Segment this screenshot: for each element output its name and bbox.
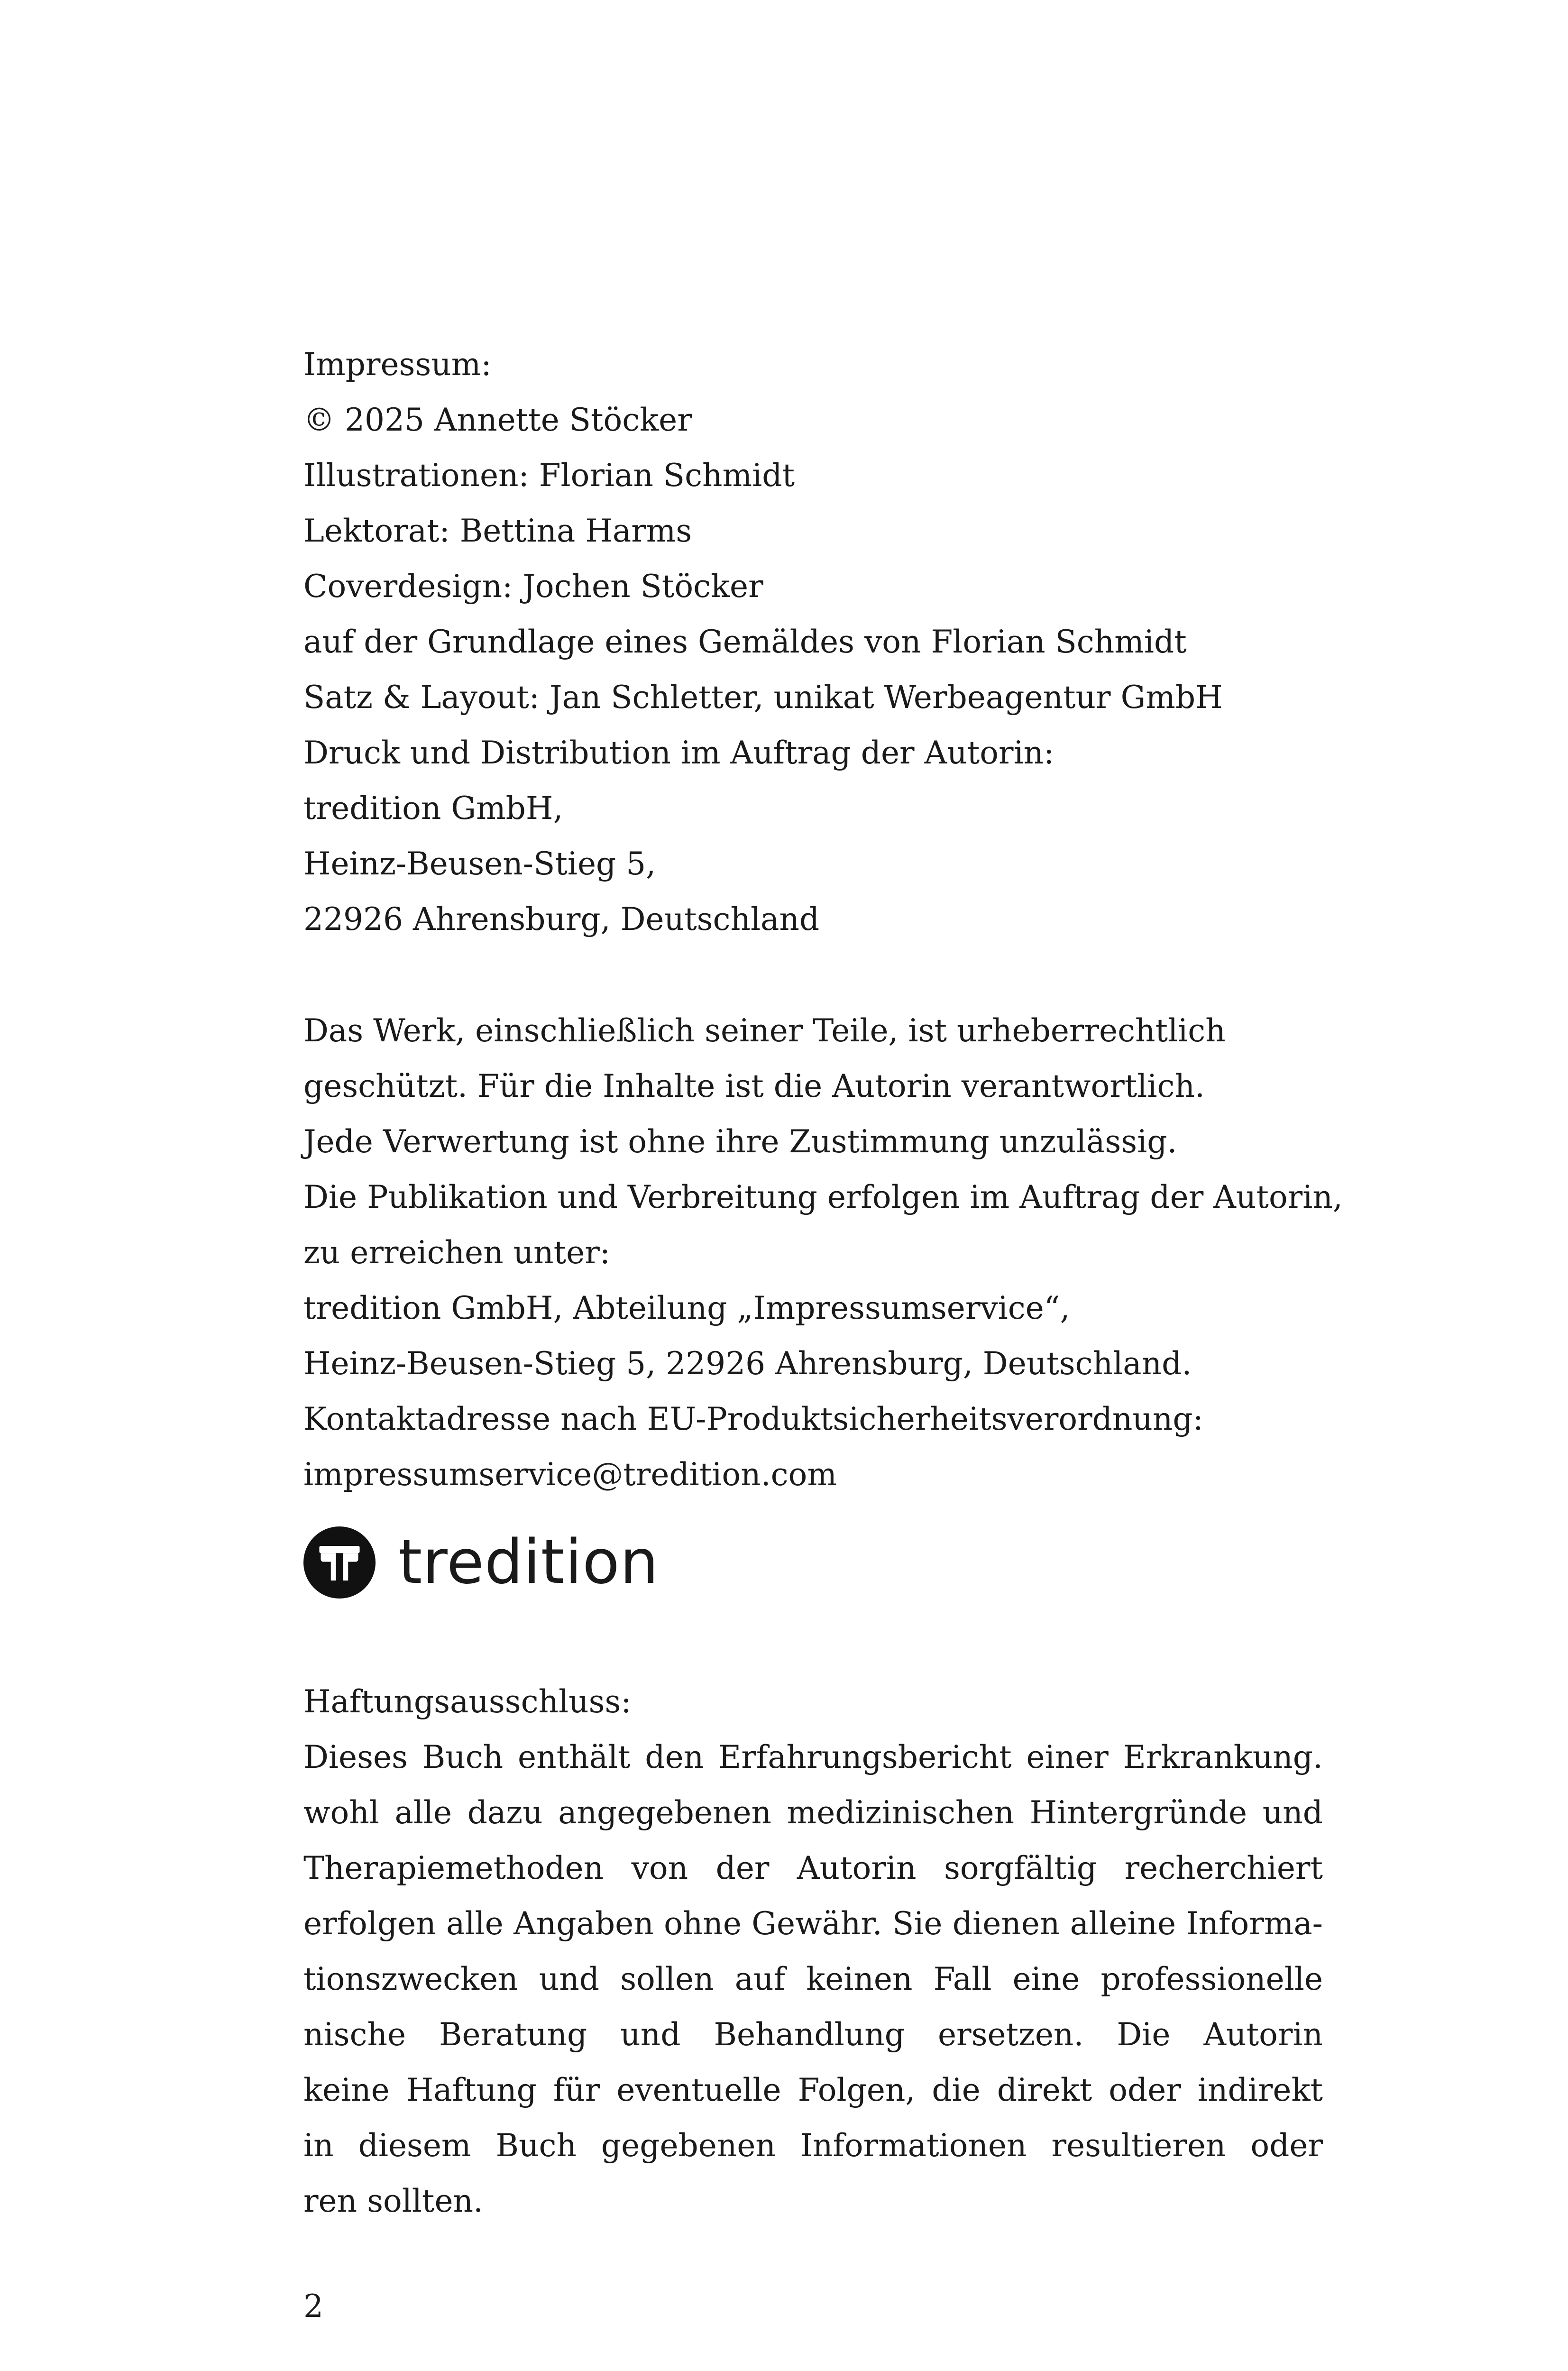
- disclaimer-line: in diesem Buch gegebenen Informationen resultieren oder: [303, 2127, 1323, 2164]
- imprint-line: © 2025 Annette Stöcker: [303, 402, 692, 438]
- copyright-line: Jede Verwertung ist ohne ihre Zustimmung unzulässig.: [303, 1123, 1177, 1160]
- copyright-line: Das Werk, einschließlich seiner Teile, ist urheberrechtlich: [303, 1012, 1226, 1049]
- disclaimer-line: tionszwecken und sollen auf keinen Fall eine professionelle: [303, 1961, 1323, 1997]
- copyright-line: geschützt. Für die Inhalte ist die Autorin verantwortlich.: [303, 1068, 1205, 1104]
- imprint-line: auf der Grundlage eines Gemäldes von Florian Schmidt: [303, 624, 1187, 660]
- copyright-line: Heinz-Beusen-Stieg 5, 22926 Ahrensburg, Deutschland.: [303, 1345, 1192, 1382]
- imprint-line: 22926 Ahrensburg, Deutschland: [303, 901, 820, 937]
- imprint-line: Heinz-Beusen-Stieg 5,: [303, 845, 656, 882]
- disclaimer-heading: Haftungsausschluss:: [303, 1683, 632, 1720]
- disclaimer-line: Dieses Buch enthält den Erfahrungsbericht einer Erkrankung.: [303, 1739, 1323, 1775]
- tredition-logo-text: tredition: [398, 1527, 659, 1598]
- copyright-line: Kontaktadresse nach EU-Produktsicherheitsverordnung:: [303, 1401, 1203, 1437]
- tredition-logo-icon: [303, 1526, 376, 1599]
- imprint-line: Lektorat: Bettina Harms: [303, 513, 692, 549]
- imprint-heading: Impressum:: [303, 346, 492, 383]
- copyright-line: zu erreichen unter:: [303, 1234, 610, 1271]
- imprint-line: Coverdesign: Jochen Stöcker: [303, 568, 763, 605]
- imprint-line: Satz & Layout: Jan Schletter, unikat Werbeagentur GmbH: [303, 679, 1223, 716]
- page-number: 2: [303, 2288, 323, 2325]
- imprint-line: Druck und Distribution im Auftrag der Autorin:: [303, 735, 1055, 771]
- tredition-logo: [303, 1525, 659, 1600]
- disclaimer-line: Therapiemethoden von der Autorin sorgfältig recherchiert: [303, 1850, 1323, 1886]
- disclaimer-line: erfolgen alle Angaben ohne Gewähr. Sie dienen alleine Informa-: [303, 1905, 1323, 1942]
- imprint-line: Illustrationen: Florian Schmidt: [303, 457, 795, 494]
- copyright-line: tredition GmbH, Abteilung „Impressumservice“,: [303, 1290, 1070, 1326]
- disclaimer-line: keine Haftung für eventuelle Folgen, die direkt oder indirekt: [303, 2072, 1323, 2108]
- imprint-line: tredition GmbH,: [303, 790, 563, 827]
- disclaimer-paragraph: [303, 1729, 1323, 2229]
- disclaimer-line: wohl alle dazu angegebenen medizinischen Hintergründe und: [303, 1794, 1323, 1831]
- contact-email: impressumservice@tredition.com: [303, 1456, 837, 1493]
- copyright-line: Die Publikation und Verbreitung erfolgen im Auftrag der Autorin,: [303, 1179, 1343, 1215]
- disclaimer-line: ren sollten.: [303, 2183, 483, 2219]
- disclaimer-line: nische Beratung und Behandlung ersetzen. Die Autorin: [303, 2016, 1323, 2053]
